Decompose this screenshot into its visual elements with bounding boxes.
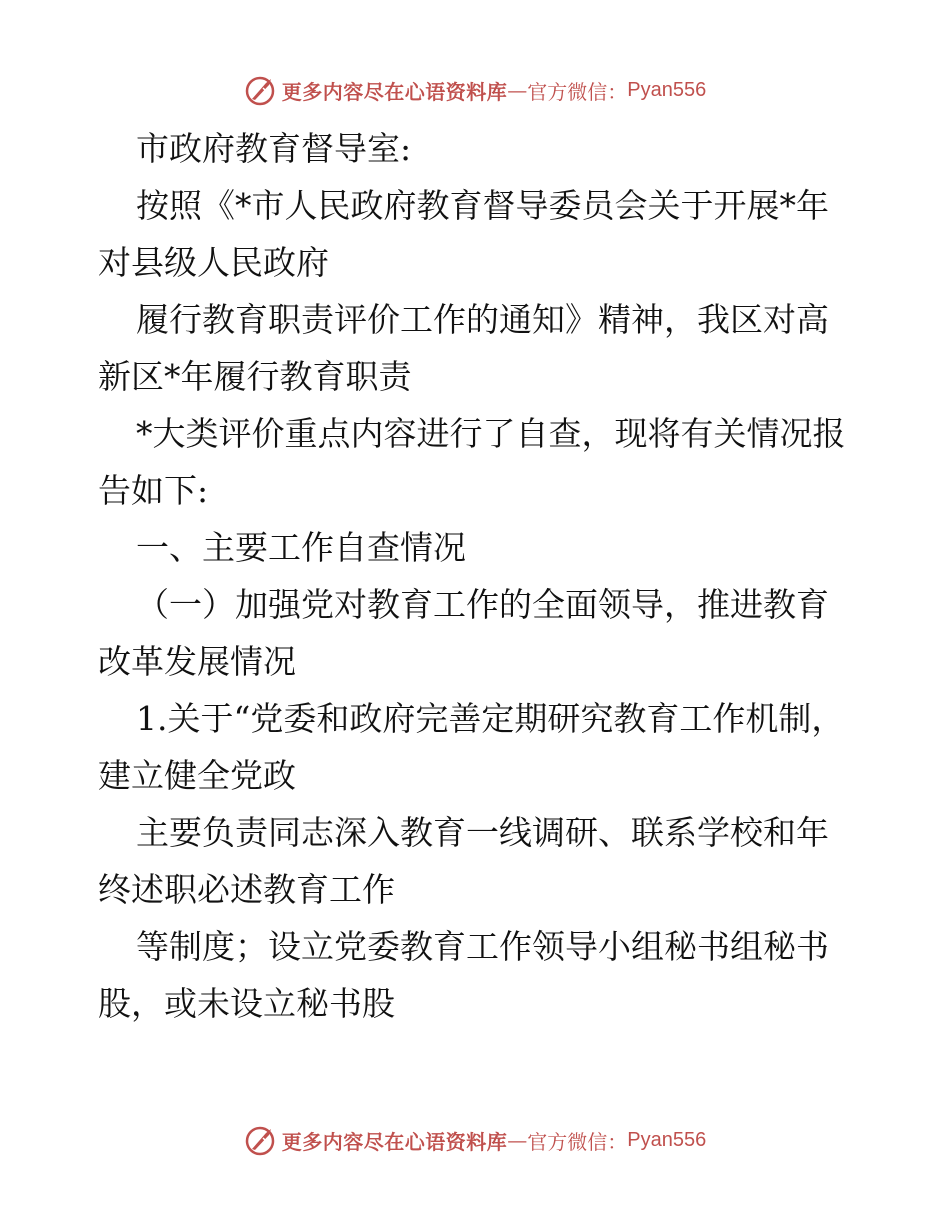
subsection-heading: （一）加强党对教育工作的全面领导，推进教育改革发展情况 <box>98 585 829 681</box>
paragraph: 等制度；设立党委教育工作领导小组秘书组秘书股，或未设立秘书股 <box>98 927 829 1023</box>
paragraph: 按照《*市人民政府教育督导委员会关于开展*年对县级人民政府 <box>98 186 829 282</box>
paragraph: *大类评价重点内容进行了自查，现将有关情况报告如下: <box>98 414 846 510</box>
watermark-separator: — <box>507 1128 528 1152</box>
watermark-banner-bottom <box>0 1120 950 1160</box>
watermark-banner-top <box>0 70 950 110</box>
section-heading: 一、主要工作自查情况 <box>136 528 466 567</box>
paragraph: 1.关于“党委和政府完善定期研究教育工作机制，建立健全党政 <box>98 699 845 795</box>
quill-pen-circle-icon <box>244 73 278 107</box>
watermark-wechat-id: Pyan556 <box>627 78 707 101</box>
document-body <box>98 120 858 1032</box>
watermark-separator: — <box>507 78 528 102</box>
quill-pen-circle-icon <box>244 1123 278 1157</box>
watermark-wechat-label: 官方微信： <box>527 79 628 104</box>
watermark-text: 更多内容尽在心语资料库 <box>281 1129 508 1154</box>
paragraph-salutation: 市政府教育督导室: <box>136 129 412 168</box>
watermark-wechat-label: 官方微信： <box>527 1129 628 1154</box>
paragraph: 主要负责同志深入教育一线调研、联系学校和年终述职必述教育工作 <box>98 813 829 909</box>
watermark-text: 更多内容尽在心语资料库 <box>281 79 508 104</box>
watermark-wechat-id: Pyan556 <box>627 1128 707 1151</box>
paragraph: 履行教育职责评价工作的通知》精神，我区对高新区*年履行教育职责 <box>98 300 829 396</box>
